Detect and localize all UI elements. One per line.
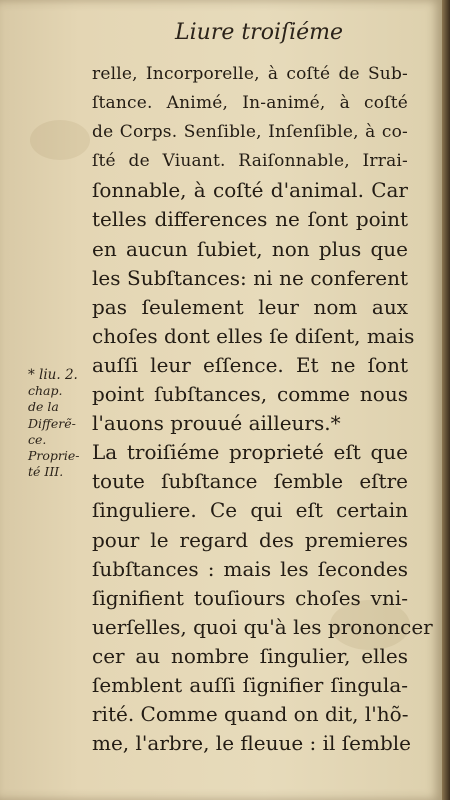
text-line: toute ſubſtance ſemble eſtre bbox=[92, 469, 408, 494]
text-line: auſſi leur eſſence. Et ne ſont bbox=[92, 352, 408, 377]
margin-note bbox=[28, 367, 90, 480]
margin-note-line: ce. bbox=[28, 431, 47, 447]
text-line: ſinguliere. Ce qui eſt certain bbox=[92, 498, 408, 523]
text-line: ſtance. Animé, In-animé, à coſté bbox=[92, 93, 408, 114]
text-line: l'auons prouué ailleurs.* bbox=[92, 411, 341, 436]
margin-note-line: té III. bbox=[28, 464, 64, 480]
text-line: les Subſtances: ni ne conferent bbox=[92, 265, 408, 290]
body-text bbox=[92, 60, 433, 758]
page-edge bbox=[442, 0, 450, 800]
paper-stain bbox=[30, 120, 90, 160]
text-line: en aucun ſubiet, non plus que bbox=[92, 236, 408, 261]
text-line: pour le regard des premieres bbox=[92, 527, 408, 552]
text-line: de Corps. Senſible, Inſenſible, à co- bbox=[92, 122, 408, 143]
text-line: ſemblent auſſi ſignifier ſingula- bbox=[92, 672, 408, 697]
text-line: me, l'arbre, le fleuue : il ſemble bbox=[92, 731, 412, 756]
margin-note-line: de la bbox=[28, 399, 59, 415]
text-line: choſes dont elles ſe diſent, mais bbox=[92, 323, 415, 348]
margin-note-line: Proprie- bbox=[28, 448, 80, 464]
text-line: ſté de Viuant. Raiſonnable, Irrai- bbox=[92, 151, 408, 172]
margin-note-line: Differẽ- bbox=[28, 415, 76, 431]
text-line: ſubſtances : mais les ſecondes bbox=[92, 556, 408, 581]
text-line: rité. Comme quand on dit, l'hõ- bbox=[92, 702, 409, 727]
text-line: cer au nombre ſingulier, elles bbox=[92, 643, 408, 668]
text-line: relle, Incorporelle, à coſté de Sub- bbox=[92, 64, 408, 84]
text-line: telles differences ne ſont point bbox=[92, 207, 408, 232]
text-line: point ſubſtances, comme nous bbox=[92, 382, 408, 407]
margin-note-line: chap. bbox=[28, 383, 63, 399]
text-line: pas ſeulement leur nom aux bbox=[92, 294, 408, 319]
margin-note-line: * liu. 2. bbox=[28, 367, 78, 383]
text-line: ſonnable, à coſté d'animal. Car bbox=[92, 178, 408, 203]
text-line: La troiſiéme proprieté eſt que bbox=[92, 440, 408, 465]
text-line: uerſelles, quoi qu'à les prononcer bbox=[92, 614, 433, 639]
running-head: Liure troiſiéme bbox=[175, 20, 344, 45]
text-line: ſignifient touſiours choſes vni- bbox=[92, 585, 408, 610]
